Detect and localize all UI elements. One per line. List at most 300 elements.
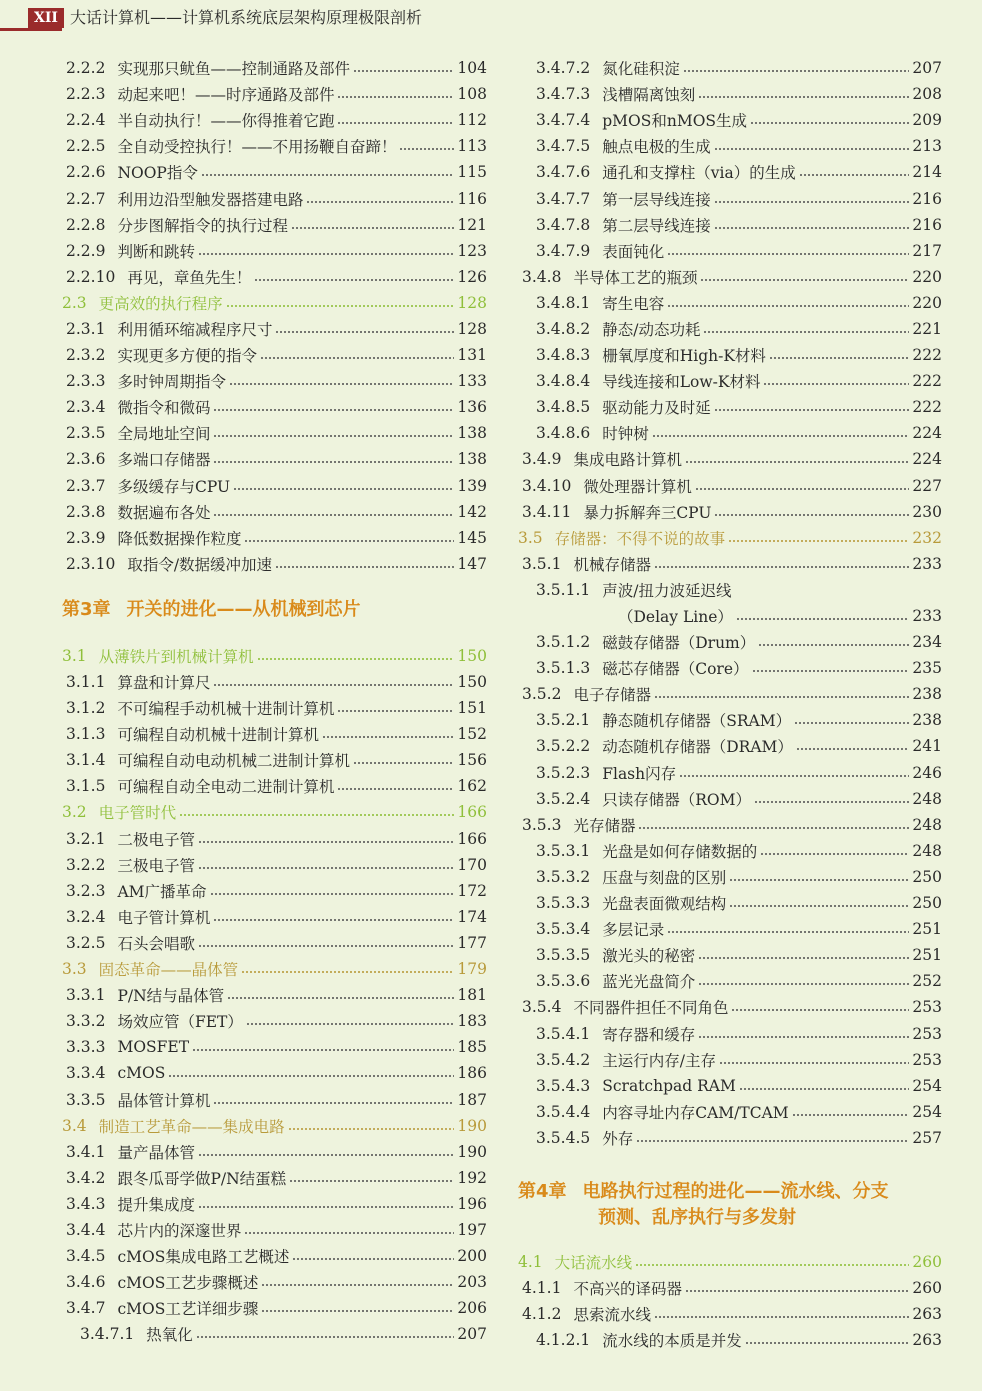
toc-entry-number: 3.4.7.7 <box>536 189 591 208</box>
chapter-4-heading[interactable] <box>518 1179 942 1231</box>
toc-entry[interactable] <box>518 629 942 655</box>
toc-entry-title: 量产晶体管 <box>117 1143 195 1162</box>
toc-entry[interactable] <box>518 1099 942 1125</box>
toc-entry-title: 微指令和微码 <box>117 399 211 418</box>
toc-entry-number: 4.1.2 <box>522 1305 562 1324</box>
toc-entry-page: 257 <box>912 1128 942 1147</box>
toc-entry-page: 139 <box>457 476 487 495</box>
toc-entry-title: 触点电极的生成 <box>602 138 711 157</box>
toc-entry-title: 分步图解指令的执行过程 <box>117 216 288 235</box>
toc-entry[interactable] <box>518 733 942 759</box>
dot-leader <box>213 409 454 411</box>
toc-entry[interactable] <box>62 799 487 825</box>
toc-entry[interactable] <box>62 1034 487 1060</box>
toc-entry-page: 251 <box>912 920 942 939</box>
toc-entry[interactable] <box>62 81 487 107</box>
toc-entry-title: 固态革命——晶体管 <box>98 961 239 980</box>
toc-entry[interactable] <box>62 930 487 956</box>
toc-entry-number: 2.3.9 <box>66 528 106 547</box>
toc-entry-title: 驱动能力及时延 <box>602 399 711 418</box>
dot-leader <box>750 122 909 124</box>
toc-entry-number: 3.4.7.4 <box>536 111 591 130</box>
toc-entry[interactable] <box>518 446 942 472</box>
toc-entry-page: 216 <box>912 215 942 234</box>
toc-entry-page: 187 <box>457 1090 487 1109</box>
toc-entry-page: 222 <box>912 346 942 365</box>
dot-leader <box>763 383 909 385</box>
toc-entry-page: 196 <box>457 1194 487 1213</box>
chapter-number: 第4章 <box>518 1180 567 1202</box>
toc-entry-number: 2.3.6 <box>66 450 106 469</box>
toc-entry-title: 多层记录 <box>602 921 665 940</box>
toc-entry-page: 233 <box>912 554 942 573</box>
toc-entry-page: 108 <box>457 85 487 104</box>
toc-entry-page: 174 <box>457 907 487 926</box>
toc-entry-number: 3.1.4 <box>66 751 106 770</box>
toc-entry-page: 150 <box>457 646 487 665</box>
toc-entry-title: 可编程自动全电动二进制计算机 <box>117 778 335 797</box>
toc-entry-title: 不可编程手动机械十进制计算机 <box>117 700 335 719</box>
toc-entry-number: 2.2.2 <box>66 59 106 78</box>
dot-leader <box>337 710 454 712</box>
toc-entry[interactable] <box>518 786 942 812</box>
toc-entry-number: 3.3 <box>62 960 87 979</box>
toc-entry[interactable] <box>518 551 942 577</box>
toc-entry-number: 2.2.9 <box>66 241 106 260</box>
toc-entry-number: 3.5.3.2 <box>536 867 591 886</box>
toc-entry-title: 电子管计算机 <box>117 908 211 927</box>
dot-leader <box>260 357 454 359</box>
toc-entry-page: 185 <box>457 1038 487 1057</box>
dot-leader <box>679 775 909 777</box>
toc-entry-title: 集成电路计算机 <box>573 451 682 470</box>
dot-leader <box>246 1023 455 1025</box>
toc-entry-title: 热氧化 <box>146 1326 193 1345</box>
toc-entry[interactable] <box>518 473 942 499</box>
toc-entry-page: 224 <box>912 424 942 443</box>
dot-leader <box>210 893 455 895</box>
toc-entry-page: 248 <box>912 815 942 834</box>
toc-entry-title: NOOP指令 <box>117 164 198 183</box>
dot-leader <box>703 331 909 333</box>
toc-list-left-a <box>62 55 487 577</box>
toc-entry-page: 207 <box>912 59 942 78</box>
toc-entry-page: 113 <box>457 137 487 156</box>
dot-leader <box>635 1264 909 1266</box>
toc-entry[interactable] <box>518 420 942 446</box>
toc-entry-number: 3.4.8.1 <box>536 293 591 312</box>
toc-entry-page: 133 <box>457 372 487 391</box>
toc-entry[interactable] <box>518 238 942 264</box>
toc-entry-number: 3.4.8.4 <box>536 372 591 391</box>
toc-entry-page: 181 <box>457 986 487 1005</box>
toc-entry-page: 213 <box>912 137 942 156</box>
toc-entry[interactable] <box>62 420 487 446</box>
toc-entry[interactable] <box>518 1047 942 1073</box>
toc-entry[interactable] <box>62 264 487 290</box>
toc-entry[interactable] <box>62 669 487 695</box>
dot-leader <box>213 919 454 921</box>
toc-entry[interactable] <box>62 1086 487 1112</box>
toc-entry-number: 3.4.11 <box>522 502 572 521</box>
toc-entry-number: 2.3.4 <box>66 398 106 417</box>
toc-entry-title: 不高兴的译码器 <box>573 1280 682 1299</box>
dot-leader <box>683 70 910 72</box>
toc-entry-page: 220 <box>912 267 942 286</box>
toc-entry-title: 大话流水线 <box>554 1253 633 1272</box>
toc-entry[interactable] <box>62 1139 487 1165</box>
toc-entry-number: 3.4.7.9 <box>536 241 591 260</box>
toc-entry-number: 3.4.1 <box>66 1142 106 1161</box>
dot-leader <box>213 435 454 437</box>
toc-entry[interactable] <box>518 342 942 368</box>
toc-entry-page: 203 <box>457 1273 487 1292</box>
toc-entry[interactable] <box>62 133 487 159</box>
toc-entry-number: 3.3.3 <box>66 1038 106 1057</box>
toc-entry-title: 动态随机存储器（DRAM） <box>602 738 793 757</box>
toc-entry-page: 232 <box>912 528 942 547</box>
toc-entry-title: cMOS工艺详细步骤 <box>117 1300 259 1319</box>
toc-entry-title: 微处理器计算机 <box>583 477 692 496</box>
toc-entry-number: 3.4.8 <box>522 267 562 286</box>
toc-entry[interactable] <box>518 185 942 211</box>
dot-leader <box>754 801 909 803</box>
dot-leader <box>306 201 454 203</box>
toc-entry[interactable] <box>62 212 487 238</box>
dot-leader <box>719 1062 909 1064</box>
toc-entry-number: 3.5.3.4 <box>536 920 591 939</box>
toc-entry[interactable] <box>518 760 942 786</box>
toc-entry[interactable] <box>62 290 487 316</box>
toc-entry[interactable] <box>62 342 487 368</box>
toc-entry-title: 全局地址空间 <box>117 425 211 444</box>
toc-entry[interactable] <box>518 212 942 238</box>
toc-entry[interactable] <box>518 968 942 994</box>
toc-column-left <box>62 55 487 1347</box>
toc-entry-page: 250 <box>912 867 942 886</box>
toc-entry[interactable] <box>62 878 487 904</box>
dot-leader <box>198 1206 454 1208</box>
toc-entry[interactable] <box>62 643 487 669</box>
toc-entry[interactable] <box>518 1275 942 1301</box>
toc-entry-page: 235 <box>912 659 942 678</box>
toc-entry[interactable] <box>62 368 487 394</box>
toc-entry[interactable] <box>62 1008 487 1034</box>
toc-entry-number: 3.5.4.1 <box>536 1024 591 1043</box>
toc-entry-number: 3.5.2 <box>522 685 562 704</box>
toc-entry-page: 177 <box>457 933 487 952</box>
toc-entry-title: 降低数据操作粒度 <box>117 529 242 548</box>
book-title: 大话计算机——计算机系统底层架构原理极限剖析 <box>70 8 423 27</box>
toc-column-right <box>518 55 942 1353</box>
toc-entry-page: 254 <box>912 1102 942 1121</box>
toc-entry-page: 172 <box>457 881 487 900</box>
toc-entry[interactable] <box>62 473 487 499</box>
toc-entry[interactable] <box>518 838 942 864</box>
toc-entry-page: 116 <box>457 189 487 208</box>
toc-entry-page: 183 <box>457 1012 487 1031</box>
toc-entry-title: 可编程自动电动机械二进制计算机 <box>117 752 350 771</box>
toc-entry-title: 磁芯存储器（Core） <box>602 660 749 679</box>
toc-entry[interactable] <box>62 1060 487 1086</box>
toc-entry[interactable] <box>62 1321 487 1347</box>
toc-entry-title: 氮化硅积淀 <box>602 60 680 79</box>
dot-leader <box>698 96 909 98</box>
toc-entry-title: 再见，章鱼先生！ <box>127 268 252 287</box>
toc-entry[interactable] <box>62 747 487 773</box>
toc-entry-number: 2.3.7 <box>66 476 106 495</box>
toc-entry[interactable] <box>62 107 487 133</box>
toc-entry-title: 算盘和计算尺 <box>117 674 211 693</box>
toc-entry[interactable] <box>518 577 942 603</box>
toc-entry-number: 3.5.4 <box>522 998 562 1017</box>
chapter-title: 电路执行过程的进化——流水线、分支 <box>582 1180 889 1202</box>
toc-entry-page: 104 <box>457 59 487 78</box>
dot-leader <box>714 514 909 516</box>
toc-entry[interactable] <box>62 238 487 264</box>
dot-leader <box>261 1284 454 1286</box>
toc-entry-title: 实现更多方便的指令 <box>117 347 257 366</box>
dot-leader <box>227 997 454 999</box>
dot-leader <box>731 1009 909 1011</box>
dot-leader <box>192 1049 454 1051</box>
toc-entry[interactable] <box>62 773 487 799</box>
toc-entry[interactable] <box>518 707 942 733</box>
toc-entry-page: 260 <box>912 1252 942 1271</box>
dot-leader <box>244 1232 454 1234</box>
toc-entry[interactable] <box>62 446 487 472</box>
toc-entry-title: 时钟树 <box>602 425 649 444</box>
toc-entry-page: 251 <box>912 946 942 965</box>
toc-entry[interactable] <box>518 133 942 159</box>
dot-leader <box>337 122 454 124</box>
toc-entry[interactable] <box>62 159 487 185</box>
toc-entry-number: 2.3.10 <box>66 554 116 573</box>
toc-entry-title: 电子存储器 <box>573 686 651 705</box>
dot-leader <box>254 279 454 281</box>
toc-entry-title: 只读存储器（ROM） <box>602 790 751 809</box>
dot-leader <box>667 253 909 255</box>
toc-entry-page: 207 <box>457 1325 487 1344</box>
toc-entry-title: 栅氧厚度和High-K材料 <box>602 347 766 366</box>
toc-entry-number: 3.1.5 <box>66 777 106 796</box>
toc-entry[interactable] <box>62 551 487 577</box>
toc-entry[interactable] <box>62 1269 487 1295</box>
dot-leader <box>244 540 454 542</box>
toc-entry-number: 3.5.2.2 <box>536 737 591 756</box>
chapter-3-heading[interactable] <box>62 597 487 623</box>
toc-entry-title: 浅槽隔离蚀刻 <box>602 86 696 105</box>
toc-entry-title: 流水线的本质是并发 <box>602 1332 742 1351</box>
toc-entry[interactable] <box>518 368 942 394</box>
toc-entry[interactable] <box>62 525 487 551</box>
toc-entry[interactable] <box>62 695 487 721</box>
toc-entry[interactable] <box>62 185 487 211</box>
dot-leader <box>196 1336 455 1338</box>
toc-entry[interactable] <box>518 264 942 290</box>
toc-entry[interactable] <box>518 107 942 133</box>
toc-entry-number: 2.3 <box>62 293 87 312</box>
toc-entry[interactable] <box>62 394 487 420</box>
toc-entry[interactable] <box>62 904 487 930</box>
toc-entry-page: 151 <box>457 699 487 718</box>
toc-entry-title: 三极电子管 <box>117 856 195 875</box>
toc-entry-page: 128 <box>457 293 487 312</box>
dot-leader <box>700 279 909 281</box>
toc-entry[interactable] <box>518 1073 942 1099</box>
toc-entry-number: 2.2.6 <box>66 163 106 182</box>
dot-leader <box>229 383 454 385</box>
page-number: XII <box>28 8 64 28</box>
toc-entry[interactable] <box>518 525 942 551</box>
dot-leader <box>289 1180 454 1182</box>
toc-entry[interactable] <box>518 81 942 107</box>
dot-leader <box>698 983 909 985</box>
toc-entry[interactable] <box>62 316 487 342</box>
toc-entry-title: Flash闪存 <box>602 764 677 783</box>
toc-entry-page: 222 <box>912 398 942 417</box>
toc-entry-title: cMOS <box>117 1064 166 1083</box>
toc-entry-number: 3.4.7.6 <box>536 163 591 182</box>
dot-leader <box>292 1258 454 1260</box>
toc-entry-title: 导线连接和Low-K材料 <box>602 373 761 392</box>
toc-entry[interactable] <box>62 1295 487 1321</box>
toc-entry[interactable] <box>518 916 942 942</box>
toc-entry-title: 利用循环缩减程序尺寸 <box>117 320 273 339</box>
toc-entry[interactable] <box>518 1327 942 1353</box>
toc-entry[interactable] <box>518 1125 942 1151</box>
toc-entry-page: 190 <box>457 1142 487 1161</box>
dot-leader <box>226 305 455 307</box>
toc-entry[interactable] <box>62 956 487 982</box>
toc-entry[interactable] <box>518 681 942 707</box>
toc-entry[interactable] <box>518 394 942 420</box>
toc-entry-number: 2.3.2 <box>66 346 106 365</box>
toc-entry-title: 判断和跳转 <box>117 242 195 261</box>
toc-entry[interactable] <box>518 1020 942 1046</box>
toc-entry-page: 246 <box>912 763 942 782</box>
toc-entry-page: 200 <box>457 1247 487 1266</box>
chapter-title: 开关的进化——从机械到芯片 <box>126 598 361 620</box>
toc-entry-page: 252 <box>912 972 942 991</box>
toc-entry-number: 3.4.5 <box>66 1247 106 1266</box>
toc-entry[interactable] <box>518 55 942 81</box>
toc-entry[interactable] <box>62 1243 487 1269</box>
toc-entry[interactable] <box>62 826 487 852</box>
toc-entry-number: 2.2.5 <box>66 137 106 156</box>
toc-entry[interactable] <box>518 994 942 1020</box>
dot-leader <box>736 618 910 620</box>
toc-entry[interactable] <box>62 1113 487 1139</box>
toc-entry[interactable] <box>518 603 942 629</box>
toc-entry-title: 光存储器 <box>573 816 636 835</box>
toc-entry-title: 思索流水线 <box>573 1306 651 1325</box>
toc-entry[interactable] <box>518 499 942 525</box>
toc-entry[interactable] <box>518 890 942 916</box>
toc-entry-number: 2.3.8 <box>66 502 106 521</box>
toc-entry[interactable] <box>62 499 487 525</box>
toc-entry[interactable] <box>518 864 942 890</box>
toc-entry-number: 3.4.4 <box>66 1220 106 1239</box>
dot-leader <box>745 1342 910 1344</box>
toc-entry-number: 3.4.7.3 <box>536 85 591 104</box>
toc-entry[interactable] <box>518 1249 942 1275</box>
toc-entry-page: 208 <box>912 85 942 104</box>
toc-entry-number: 2.2.10 <box>66 267 116 286</box>
toc-entry-title: 存储器：不得不说的故事 <box>554 529 726 548</box>
dot-leader <box>638 827 909 829</box>
toc-entry[interactable] <box>62 721 487 747</box>
toc-entry-title: cMOS工艺步骤概述 <box>117 1274 259 1293</box>
toc-entry-number: 2.3.5 <box>66 424 106 443</box>
toc-entry-title: 寄生电容 <box>602 294 665 313</box>
chapter-number: 第3章 <box>62 598 111 620</box>
toc-entry[interactable] <box>62 55 487 81</box>
toc-entry-title: 全自动受控执行！——不用扬鞭自奋蹄！ <box>117 138 397 157</box>
toc-entry-title: 压盘与刻盘的区别 <box>602 868 727 887</box>
toc-entry-page: 250 <box>912 894 942 913</box>
toc-entry-title: 静态/动态功耗 <box>602 320 701 339</box>
toc-entry[interactable] <box>518 942 942 968</box>
toc-entry[interactable] <box>62 1217 487 1243</box>
toc-entry[interactable] <box>518 1301 942 1327</box>
toc-entry-number: 3.4.8.6 <box>536 424 591 443</box>
toc-entry[interactable] <box>518 655 942 681</box>
header-rule <box>0 28 62 31</box>
toc-entry-title: 晶体管计算机 <box>117 1091 211 1110</box>
toc-entry-number: 3.5.3.1 <box>536 841 591 860</box>
toc-entry-page: 166 <box>457 829 487 848</box>
toc-entry-page: 253 <box>912 1024 942 1043</box>
toc-entry[interactable] <box>518 316 942 342</box>
toc-entry-title: 二极电子管 <box>117 830 195 849</box>
toc-entry[interactable] <box>518 812 942 838</box>
toc-entry-number: 3.5.3.6 <box>536 972 591 991</box>
toc-entry[interactable] <box>62 1165 487 1191</box>
toc-entry-number: 3.4.7.1 <box>80 1325 135 1344</box>
toc-entry-number: 2.2.8 <box>66 215 106 234</box>
toc-entry-number: 3.5.1 <box>522 554 562 573</box>
toc-entry-page: 260 <box>912 1279 942 1298</box>
toc-entry-page: 224 <box>912 450 942 469</box>
toc-entry-number: 3.4.8.2 <box>536 319 591 338</box>
dot-leader <box>729 879 909 881</box>
toc-entry[interactable] <box>518 159 942 185</box>
toc-entry[interactable] <box>62 852 487 878</box>
dot-leader <box>241 971 454 973</box>
toc-entry-page: 217 <box>912 241 942 260</box>
dot-leader <box>261 1310 454 1312</box>
toc-entry-number: 3.2.3 <box>66 881 106 900</box>
toc-entry-page: 206 <box>457 1299 487 1318</box>
toc-entry-page: 238 <box>912 711 942 730</box>
dot-leader <box>201 174 455 176</box>
dot-leader <box>796 748 910 750</box>
toc-entry-page: 128 <box>457 319 487 338</box>
toc-entry[interactable] <box>518 290 942 316</box>
toc-entry-title: 利用边沿型触发器搭建电路 <box>117 190 304 209</box>
toc-entry[interactable] <box>62 982 487 1008</box>
toc-entry-number: 3.5.2.3 <box>536 763 591 782</box>
toc-entry[interactable] <box>62 1191 487 1217</box>
toc-entry-number: 3.5.4.3 <box>536 1076 591 1095</box>
dot-leader <box>337 96 454 98</box>
toc-entry-number: 3.5.1.2 <box>536 633 591 652</box>
toc-entry-page: 190 <box>457 1116 487 1135</box>
dot-leader <box>337 788 454 790</box>
toc-entry-page: 136 <box>457 398 487 417</box>
toc-entry-page: 209 <box>912 111 942 130</box>
